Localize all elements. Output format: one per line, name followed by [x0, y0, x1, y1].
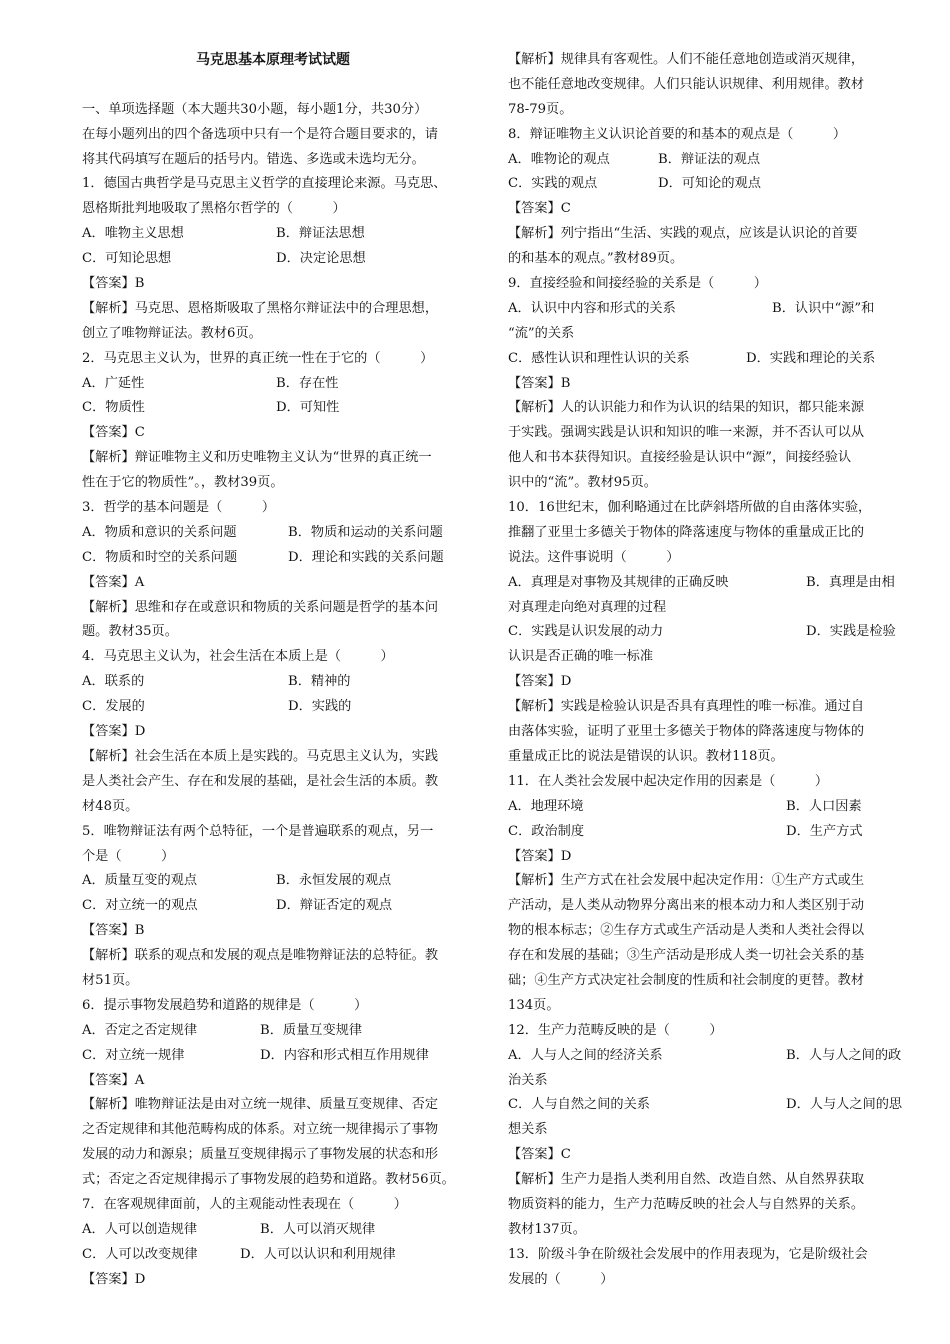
question-12-explanation: 教材137页。: [508, 1221, 586, 1237]
question-5-stem: 个是（ ）: [82, 848, 175, 864]
option-a: A．真理是对事物及其规律的正确反映: [508, 574, 729, 590]
question-9-answer: 【答案】B: [508, 375, 571, 391]
question-10-options: [508, 571, 906, 596]
option-d: D．可知论的观点: [658, 176, 761, 192]
option-a: A．广延性: [82, 375, 145, 391]
option-c: C．感性认识和理性认识的关系: [508, 350, 690, 366]
question-7-explanation: 78-79页。: [508, 101, 573, 117]
question-4-options: [82, 695, 478, 720]
page-title: 马克思基本原理考试试题: [196, 52, 350, 68]
question-12-explanation: 【解析】生产力是指人类利用自然、改造自然、从自然界获取: [508, 1172, 865, 1188]
option-a: A．联系的: [82, 674, 145, 690]
question-6-answer: 【答案】A: [82, 1072, 145, 1088]
question-6-options: [82, 1044, 478, 1069]
option-d: D．生产方式: [786, 823, 863, 839]
option-b: B．辩证法的观点: [658, 151, 761, 167]
option-a: A．人与人之间的经济关系: [508, 1047, 663, 1063]
question-1-options: [82, 222, 478, 247]
question-4-explanation: 材48页。: [82, 798, 139, 814]
question-9-stem: 9．直接经验和间接经验的关系是（ ）: [508, 276, 767, 292]
question-11-answer: 【答案】D: [508, 848, 572, 864]
question-3-options: [82, 521, 478, 546]
question-4-explanation: 是人类社会产生、存在和发展的基础，是社会生活的本质。教: [82, 773, 439, 789]
option-d: D．理论和实践的关系问题: [288, 549, 444, 565]
option-b: B．人可以消灭规律: [260, 1221, 376, 1237]
option-c: C．物质性: [82, 400, 145, 416]
option-d: D．实践和理论的关系: [746, 350, 876, 366]
question-12-stem: 12．生产力范畴反映的是（ ）: [508, 1022, 723, 1038]
question-1-explanation: 【解析】马克思、恩格斯吸取了黑格尔辩证法中的合理思想，: [82, 300, 439, 316]
question-10-stem: 推翻了亚里士多德关于物体的降落速度与物体的重量成正比的: [508, 524, 865, 540]
question-6-explanation: 之否定规律和其他范畴构成的体系。对立统一规律揭示了事物: [82, 1122, 439, 1138]
option-a: A．唯物主义思想: [82, 226, 184, 242]
question-5-options: [82, 869, 478, 894]
question-5-explanation: 材51页。: [82, 972, 139, 988]
question-7-explanation: 也不能任意地改变规律。人们只能认识规律、利用规律。教材: [508, 76, 865, 92]
question-5-stem: 5．唯物辩证法有两个总特征，一个是普遍联系的观点，另一: [82, 823, 434, 839]
question-3-stem: 3．哲学的基本问题是（ ）: [82, 500, 276, 516]
question-12-answer: 【答案】C: [508, 1147, 571, 1163]
option-b: B．永恒发展的观点: [276, 873, 392, 889]
question-13-stem: 13．阶级斗争在阶级社会发展中的作用表现为，它是阶级社会: [508, 1246, 868, 1262]
question-10-option-d-cont: 认识是否正确的唯一标准: [508, 649, 654, 665]
question-12-options: [508, 1093, 906, 1118]
option-a: A．物质和意识的关系问题: [82, 524, 237, 540]
section-heading: 一、单项选择题（本大题共30小题，每小题1分，共30分）: [82, 101, 428, 117]
question-7-stem: 7．在客观规律面前，人的主观能动性表现在（ ）: [82, 1196, 407, 1212]
question-4-stem: 4．马克思主义认为，社会生活在本质上是（ ）: [82, 649, 394, 665]
option-c: C．可知论思想: [82, 251, 172, 267]
option-d: D．辩证否定的观点: [276, 898, 393, 914]
question-3-explanation: 【解析】思维和存在或意识和物质的关系问题是哲学的基本问: [82, 599, 439, 615]
question-11-explanation: 【解析】生产方式在社会发展中起决定作用：①生产方式或生: [508, 873, 865, 889]
question-6-explanation: 发展的动力和源泉；质量互变规律揭示了事物发展的状态和形: [82, 1147, 439, 1163]
question-13-stem: 发展的（ ）: [508, 1271, 614, 1287]
question-12-option-d-cont: 想关系: [508, 1122, 548, 1138]
question-10-explanation: 由落体实验，证明了亚里士多德关于物体的降落速度与物体的: [508, 724, 865, 740]
question-8-answer: 【答案】C: [508, 201, 571, 217]
option-a: A．质量互变的观点: [82, 873, 198, 889]
option-d: D．实践是检验: [806, 624, 896, 640]
option-b: B．质量互变规律: [260, 1022, 363, 1038]
question-2-explanation: 性在于它的物质性”。，教材39页。: [82, 475, 284, 491]
question-2-explanation: 【解析】辩证唯物主义和历史唯物主义认为“世界的真正统一: [82, 450, 432, 466]
question-10-explanation: 重量成正比的说法是错误的认识。教材118页。: [508, 748, 784, 764]
option-c: C．人可以改变规律: [82, 1246, 198, 1262]
option-c: C．实践的观点: [508, 176, 598, 192]
question-3-explanation: 题。教材35页。: [82, 624, 178, 640]
option-c: C．实践是认识发展的动力: [508, 624, 664, 640]
question-9-explanation: 识中的“流”。教材95页。: [508, 475, 657, 491]
question-12-explanation: 物质资料的能力，生产力范畴反映的社会人与自然界的关系。: [508, 1196, 865, 1212]
question-9-options: [508, 347, 906, 372]
question-7-options: [82, 1218, 478, 1243]
question-1-answer: 【答案】B: [82, 276, 145, 292]
question-9-explanation: 【解析】人的认识能力和作为认识的结果的知识，都只能来源: [508, 400, 865, 416]
spacer: [82, 73, 478, 98]
question-9-options: [508, 297, 906, 322]
question-10-explanation: 【解析】实践是检验认识是否具有真理性的唯一标准。通过自: [508, 699, 865, 715]
option-b: B．人口因素: [786, 798, 862, 814]
option-b: B．人与人之间的政: [786, 1047, 902, 1063]
question-2-options: [82, 372, 478, 397]
question-6-stem: 6．提示事物发展趋势和道路的规律是（ ）: [82, 997, 368, 1013]
right-column: [508, 48, 906, 1293]
option-c: C．人与自然之间的关系: [508, 1097, 650, 1113]
option-b: B．辩证法思想: [276, 226, 365, 242]
instruction-line: 在每小题列出的四个备选项中只有一个是符合题目要求的，请: [82, 126, 439, 142]
question-11-stem: 11．在人类社会发展中起决定作用的因素是（ ）: [508, 773, 829, 789]
option-c: C．对立统一的观点: [82, 898, 198, 914]
option-c: C．物质和时空的关系问题: [82, 549, 238, 565]
option-a: A．唯物论的观点: [508, 151, 610, 167]
question-2-stem: 2．马克思主义认为，世界的真正统一性在于它的（ ）: [82, 350, 434, 366]
question-6-explanation: 式；否定之否定规律揭示了事物发展的趋势和道路。教材56页。: [82, 1172, 455, 1188]
option-a: A．否定之否定规律: [82, 1022, 198, 1038]
question-10-stem: 说法。这件事说明（ ）: [508, 549, 680, 565]
option-b: B．精神的: [288, 674, 351, 690]
option-b: B．认识中“源”和: [772, 300, 875, 316]
question-6-options: [82, 1019, 478, 1044]
question-1-explanation: 创立了唯物辩证法。教材6页。: [82, 325, 262, 341]
question-8-stem: 8．辩证唯物主义认识论首要的和基本的观点是（ ）: [508, 126, 847, 142]
option-a: A．认识中内容和形式的关系: [508, 300, 676, 316]
question-10-options: [508, 620, 906, 645]
question-6-explanation: 【解析】唯物辩证法是由对立统一规律、质量互变规律、否定: [82, 1097, 439, 1113]
question-4-options: [82, 670, 478, 695]
option-d: D．人与人之间的思: [786, 1097, 903, 1113]
question-1-options: [82, 247, 478, 272]
option-b: B．物质和运动的关系问题: [288, 524, 443, 540]
question-10-stem: 10．16世纪末，伽利略通过在比萨斜塔所做的自由落体实验，: [508, 500, 872, 516]
option-d: D．决定论思想: [276, 251, 366, 267]
question-11-explanation: 物的根本标志；②生存方式或生产活动是人类和人类社会得以: [508, 923, 865, 939]
question-9-option-b-cont: “流”的关系: [508, 325, 575, 341]
option-c: C．对立统一规律: [82, 1047, 185, 1063]
question-5-explanation: 【解析】联系的观点和发展的观点是唯物辩证法的总特征。教: [82, 948, 439, 964]
question-2-answer: 【答案】C: [82, 425, 145, 441]
question-8-explanation: 【解析】列宁指出“生活、实践的观点，应该是认识论的首要: [508, 226, 858, 242]
option-c: C．发展的: [82, 699, 145, 715]
question-11-explanation: 础；④生产方式决定社会制度的性质和社会制度的更替。教材: [508, 972, 865, 988]
question-11-explanation: 产活动，是人类从动物界分离出来的根本动力和人类区别于动: [508, 898, 865, 914]
question-9-explanation: 他人和书本获得知识。直接经验是认识中“源”，间接经验认: [508, 450, 852, 466]
question-7-answer: 【答案】D: [82, 1271, 146, 1287]
option-d: D．实践的: [288, 699, 352, 715]
question-11-options: [508, 820, 906, 845]
option-d: D．可知性: [276, 400, 340, 416]
question-8-explanation: 的和基本的观点。”教材89页。: [508, 251, 684, 267]
question-10-answer: 【答案】D: [508, 674, 572, 690]
question-4-explanation: 【解析】社会生活在本质上是实践的。马克思主义认为，实践: [82, 748, 439, 764]
option-b: B．存在性: [276, 375, 339, 391]
question-12-options: [508, 1044, 906, 1069]
instruction-line: 将其代码填写在题后的括号内。错选、多选或未选均无分。: [82, 151, 425, 167]
question-10-option-b-cont: 对真理走向绝对真理的过程: [508, 599, 667, 615]
option-b: B．真理是由相: [806, 574, 895, 590]
question-11-options: [508, 795, 906, 820]
option-a: A．人可以创造规律: [82, 1221, 198, 1237]
question-9-explanation: 于实践。强调实践是认识和知识的唯一来源，并不否认可以从: [508, 425, 865, 441]
option-d: D．内容和形式相互作用规律: [260, 1047, 429, 1063]
question-12-option-b-cont: 治关系: [508, 1072, 548, 1088]
question-3-options: [82, 546, 478, 571]
option-c: C．政治制度: [508, 823, 585, 839]
question-3-answer: 【答案】A: [82, 574, 145, 590]
question-5-options: [82, 894, 478, 919]
question-5-answer: 【答案】B: [82, 923, 145, 939]
question-8-options: [508, 172, 906, 197]
question-7-options: [82, 1243, 478, 1268]
question-1-stem: 恩格斯批判地吸取了黑格尔哲学的（ ）: [82, 201, 346, 217]
question-11-explanation: 存在和发展的基础；③生产活动是形成人类一切社会关系的基: [508, 948, 865, 964]
option-a: A．地理环境: [508, 798, 584, 814]
question-2-options: [82, 396, 478, 421]
question-1-stem: 1．德国古典哲学是马克思主义哲学的直接理论来源。马克思、: [82, 176, 447, 192]
question-8-options: [508, 148, 906, 173]
question-7-explanation: 【解析】规律具有客观性。人们不能任意地创造或消灭规律，: [508, 52, 865, 67]
option-d: D．人可以认识和利用规律: [240, 1246, 396, 1262]
question-11-explanation: 134页。: [508, 997, 560, 1013]
left-column: [82, 48, 478, 1293]
question-4-answer: 【答案】D: [82, 724, 146, 740]
